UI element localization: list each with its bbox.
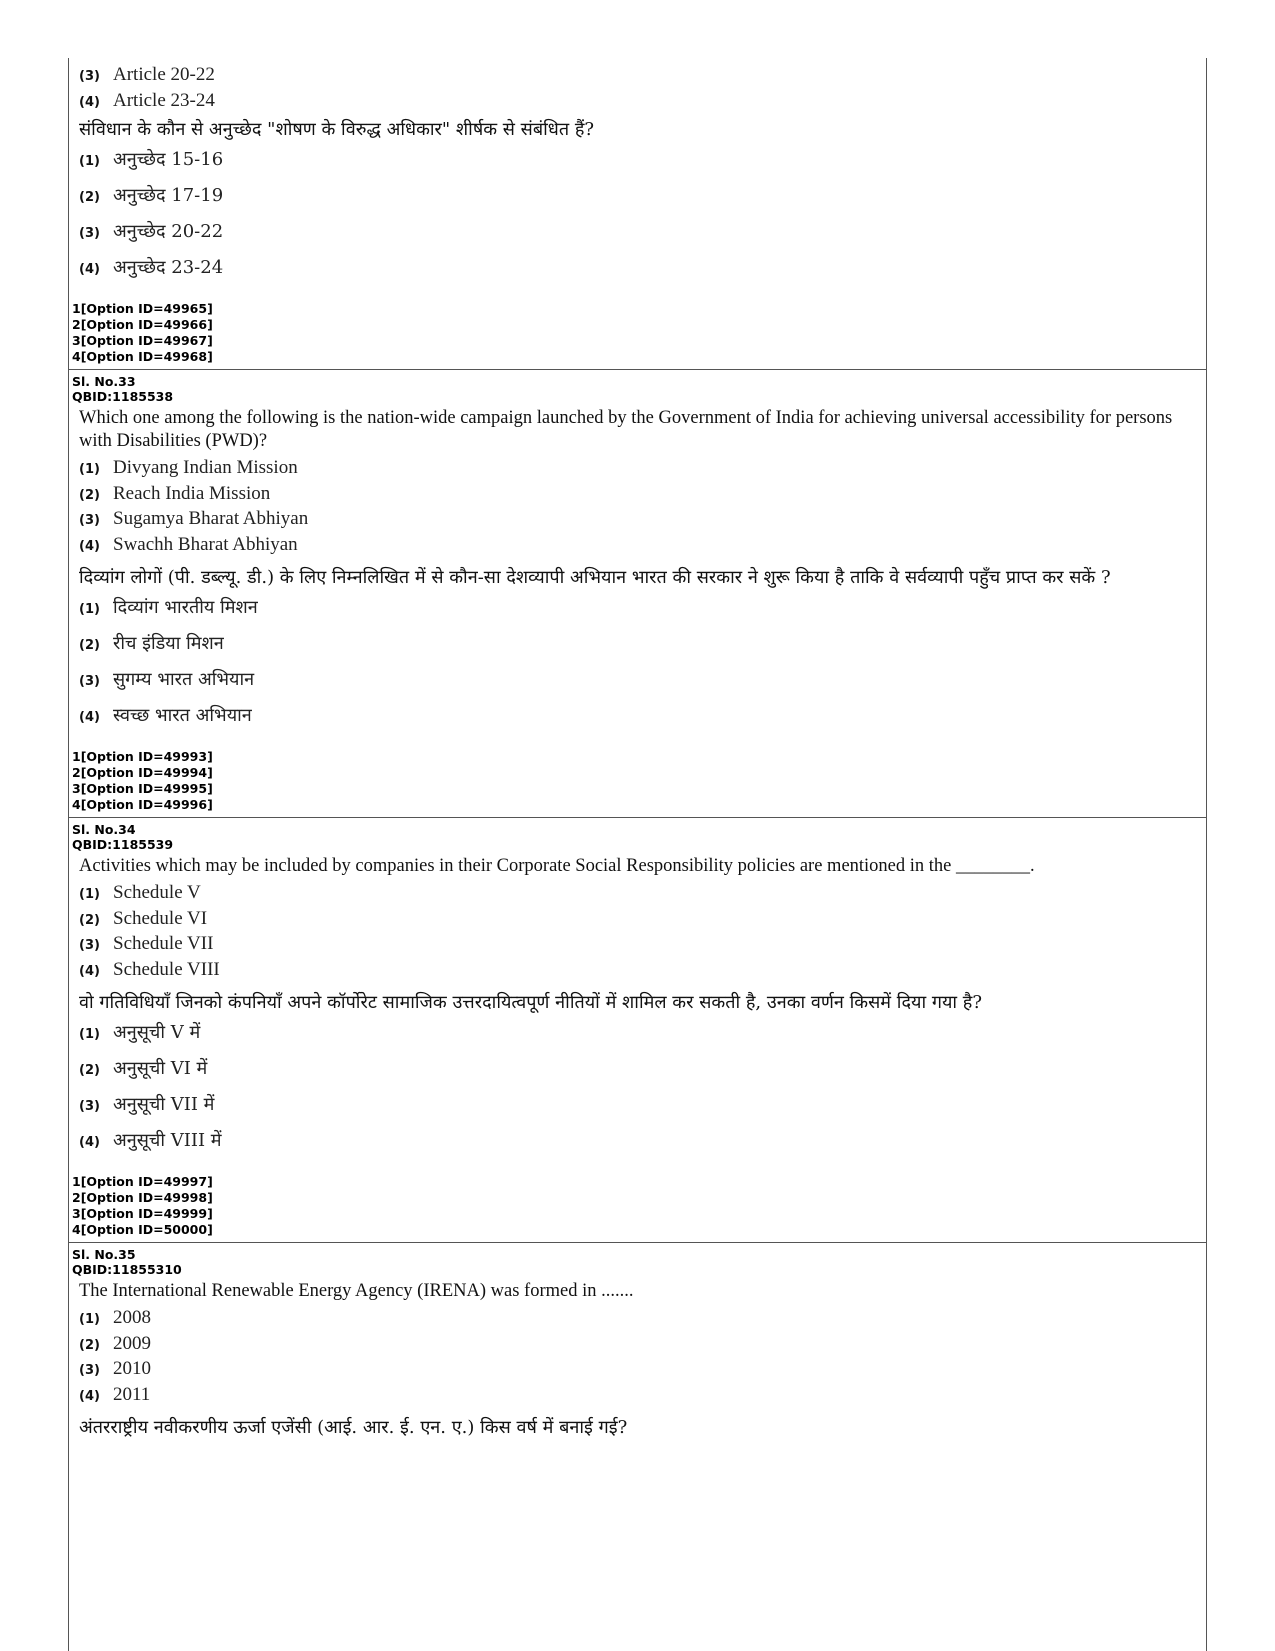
question-text-hindi: वो गतिविधियाँ जिनको कंपनियाँ अपने कॉर्पोरेट सामाजिक उत्तरदायित्वपूर्ण नीतियों में शामिल कर सकती है, उनका वर्णन किसमें दिया गया है? — [79, 992, 982, 1013]
option-id: 1[Option ID=49993] — [72, 749, 213, 764]
option-hi-1: (1) अनुसूची V में — [79, 1022, 201, 1043]
option-en-4: (4) Swachh Bharat Abhiyan — [79, 533, 298, 555]
question-text-english: Which one among the following is the nation-wide campaign launched by the Government of India for achieving universal accessibility for persons with Disabilities (PWD)? — [79, 408, 1173, 451]
question-text-hindi: संविधान के कौन से अनुच्छेद "शोषण के विरुद्ध अधिकार" शीर्षक से संबंधित हैं? — [79, 119, 595, 140]
option-en-4: (4) Article 23-24 — [79, 89, 215, 111]
option-hi-4: (4) स्वच्छ भारत अभियान — [79, 705, 252, 726]
option-id-list — [72, 301, 1206, 365]
qbid: QBID:1185539 — [72, 837, 174, 852]
question-text-english: Activities which may be included by companies in their Corporate Social Responsibility policies are mentioned in the ________. — [79, 856, 1035, 876]
option-en-4: (4) Schedule VIII — [79, 958, 220, 980]
option-hi-1: (1) दिव्यांग भारतीय मिशन — [79, 597, 258, 618]
option-en-3: (3) 2010 — [79, 1358, 151, 1379]
option-hi-3: (3) सुगम्य भारत अभियान — [79, 669, 255, 690]
question-34-block — [69, 818, 1206, 1243]
question-text-english: The International Renewable Energy Agency (IRENA) was formed in ....... — [79, 1281, 634, 1301]
question-32-block — [69, 58, 1206, 370]
option-en-2: (2) Reach India Mission — [79, 482, 271, 504]
exam-paper-page — [68, 58, 1207, 1651]
option-id-list — [72, 749, 1206, 813]
serial-number: Sl. No.35 — [72, 1247, 136, 1262]
option-id: 3[Option ID=49967] — [72, 333, 213, 348]
serial-number: Sl. No.34 — [72, 822, 136, 837]
question-35-block — [69, 1243, 1206, 1449]
option-id: 3[Option ID=49999] — [72, 1206, 213, 1221]
option-en-2: (2) 2009 — [79, 1332, 151, 1354]
option-id: 1[Option ID=49997] — [72, 1174, 213, 1189]
option-hi-4: (4) अनुच्छेद 23-24 — [79, 257, 224, 278]
option-en-2: (2) Schedule VI — [79, 907, 208, 929]
option-hi-3: (3) अनुच्छेद 20-22 — [79, 221, 224, 242]
option-en-3: (3) Sugamya Bharat Abhiyan — [79, 508, 309, 529]
option-hi-2: (2) अनुसूची VI में — [79, 1058, 208, 1079]
option-id: 2[Option ID=49966] — [72, 317, 213, 332]
option-en-1: (1) Schedule V — [79, 882, 201, 903]
option-id: 4[Option ID=49968] — [72, 349, 213, 364]
option-id: 2[Option ID=49998] — [72, 1190, 213, 1205]
option-en-3: (3) Article 20-22 — [79, 64, 215, 85]
qbid: QBID:11855310 — [72, 1262, 182, 1277]
option-hi-1: (1) अनुच्छेद 15-16 — [79, 149, 224, 170]
option-en-3: (3) Schedule VII — [79, 933, 214, 954]
question-text-hindi: अंतरराष्ट्रीय नवीकरणीय ऊर्जा एजेंसी (आई. आर. ई. एन. ए.) किस वर्ष में बनाई गई? — [79, 1417, 628, 1438]
option-hi-2: (2) अनुच्छेद 17-19 — [79, 185, 224, 206]
option-id: 3[Option ID=49995] — [72, 781, 213, 796]
option-en-4: (4) 2011 — [79, 1383, 151, 1405]
option-en-1: (1) 2008 — [79, 1307, 151, 1328]
option-id: 1[Option ID=49965] — [72, 301, 213, 316]
option-id: 2[Option ID=49994] — [72, 765, 213, 780]
option-hi-2: (2) रीच इंडिया मिशन — [79, 633, 224, 654]
option-hi-4: (4) अनुसूची VIII में — [79, 1130, 222, 1151]
question-text-hindi: दिव्यांग लोगों (पी. डब्ल्यू. डी.) के लिए निम्नलिखित में से कौन-सा देशव्यापी अभियान भारत की सरकार ने शुरू किया है ताकि वे सर्वव्यापी पहुँच प्राप्त कर सकें ? — [79, 567, 1111, 588]
option-id-list — [72, 1174, 1206, 1238]
question-33-block — [69, 370, 1206, 818]
option-en-1: (1) Divyang Indian Mission — [79, 457, 298, 478]
option-id: 4[Option ID=50000] — [72, 1222, 213, 1237]
option-hi-3: (3) अनुसूची VII में — [79, 1094, 215, 1115]
serial-number: Sl. No.33 — [72, 374, 136, 389]
option-id: 4[Option ID=49996] — [72, 797, 213, 812]
qbid: QBID:1185538 — [72, 389, 174, 404]
